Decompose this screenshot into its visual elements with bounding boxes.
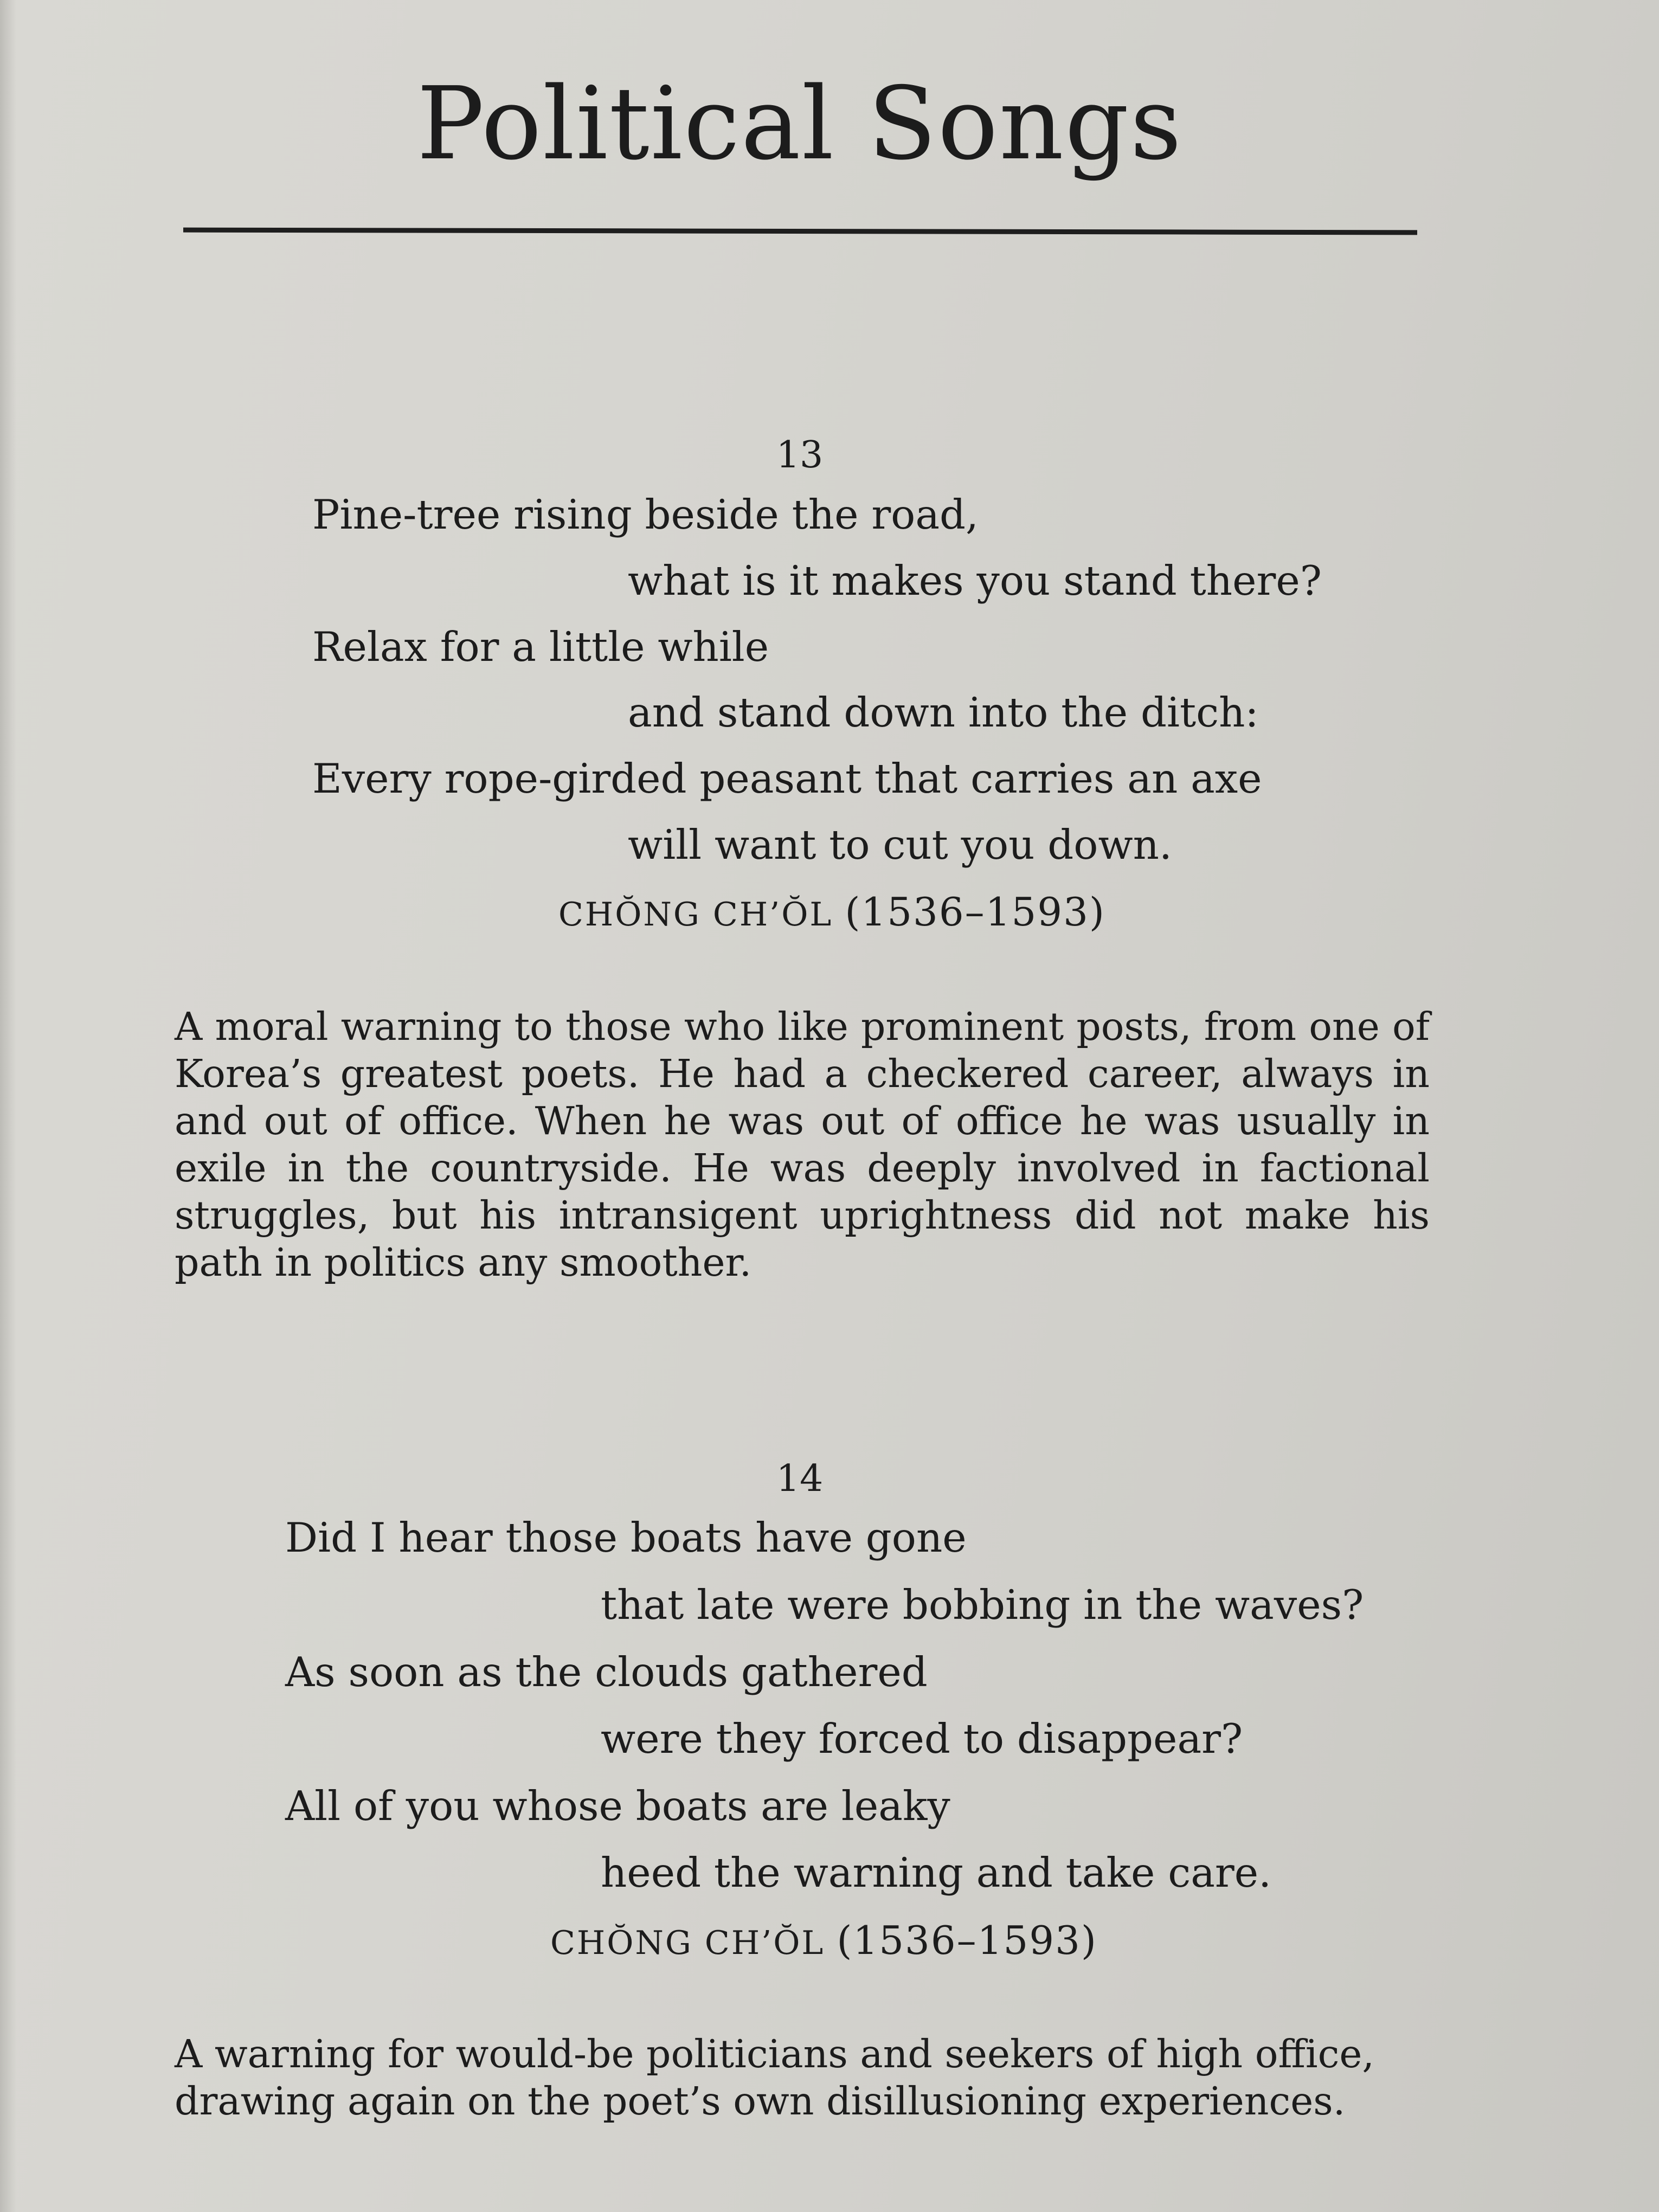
author-dates: (1536–1593)	[837, 1918, 1097, 1963]
poem-line: Every rope-girded peasant that carries an axe	[312, 755, 1262, 802]
poem-author	[558, 889, 1105, 935]
poem-number: 13	[776, 434, 824, 477]
poem-line: were they forced to disappear?	[601, 1715, 1243, 1763]
poem-number: 14	[776, 1457, 824, 1500]
poem-line: what is it makes you stand there?	[628, 557, 1322, 605]
author-name: CHŎNG CH’ŎL	[550, 1924, 825, 1962]
poem-line: will want to cut you down.	[628, 821, 1172, 869]
poem-line: Pine-tree rising beside the road,	[312, 491, 979, 538]
poem-line: Did I hear those boats have gone	[285, 1514, 967, 1561]
poem-line: and stand down into the ditch:	[628, 689, 1259, 736]
poem-line: that late were bobbing in the waves?	[601, 1581, 1364, 1629]
title-rule	[183, 228, 1417, 235]
author-name: CHŎNG CH’ŎL	[558, 896, 833, 934]
poem-line: As soon as the clouds gathered	[285, 1648, 928, 1696]
poem-line: heed the warning and take care.	[601, 1849, 1271, 1896]
page-edge-shadow	[0, 0, 16, 2212]
poem-author	[550, 1918, 1097, 1963]
poem-commentary: A moral warning to those who like prominent posts, from one of Korea’s greatest poets. He had a checkered career, always in and out of office. When he was out of office he was usually in exile in the countryside. He was deeply involved in factional struggles, but his intransigent uprightness did not make his path in politics any smoother.	[175, 1004, 1430, 1285]
poem-commentary: A warning for would-be politicians and seekers of high office, drawing again on the poet’s own disillusioning experiences.	[175, 2031, 1374, 2124]
page-title: Political Songs	[416, 65, 1183, 182]
poem-line: All of you whose boats are leaky	[285, 1782, 950, 1830]
author-dates: (1536–1593)	[845, 889, 1105, 935]
poem-line: Relax for a little while	[312, 623, 769, 671]
